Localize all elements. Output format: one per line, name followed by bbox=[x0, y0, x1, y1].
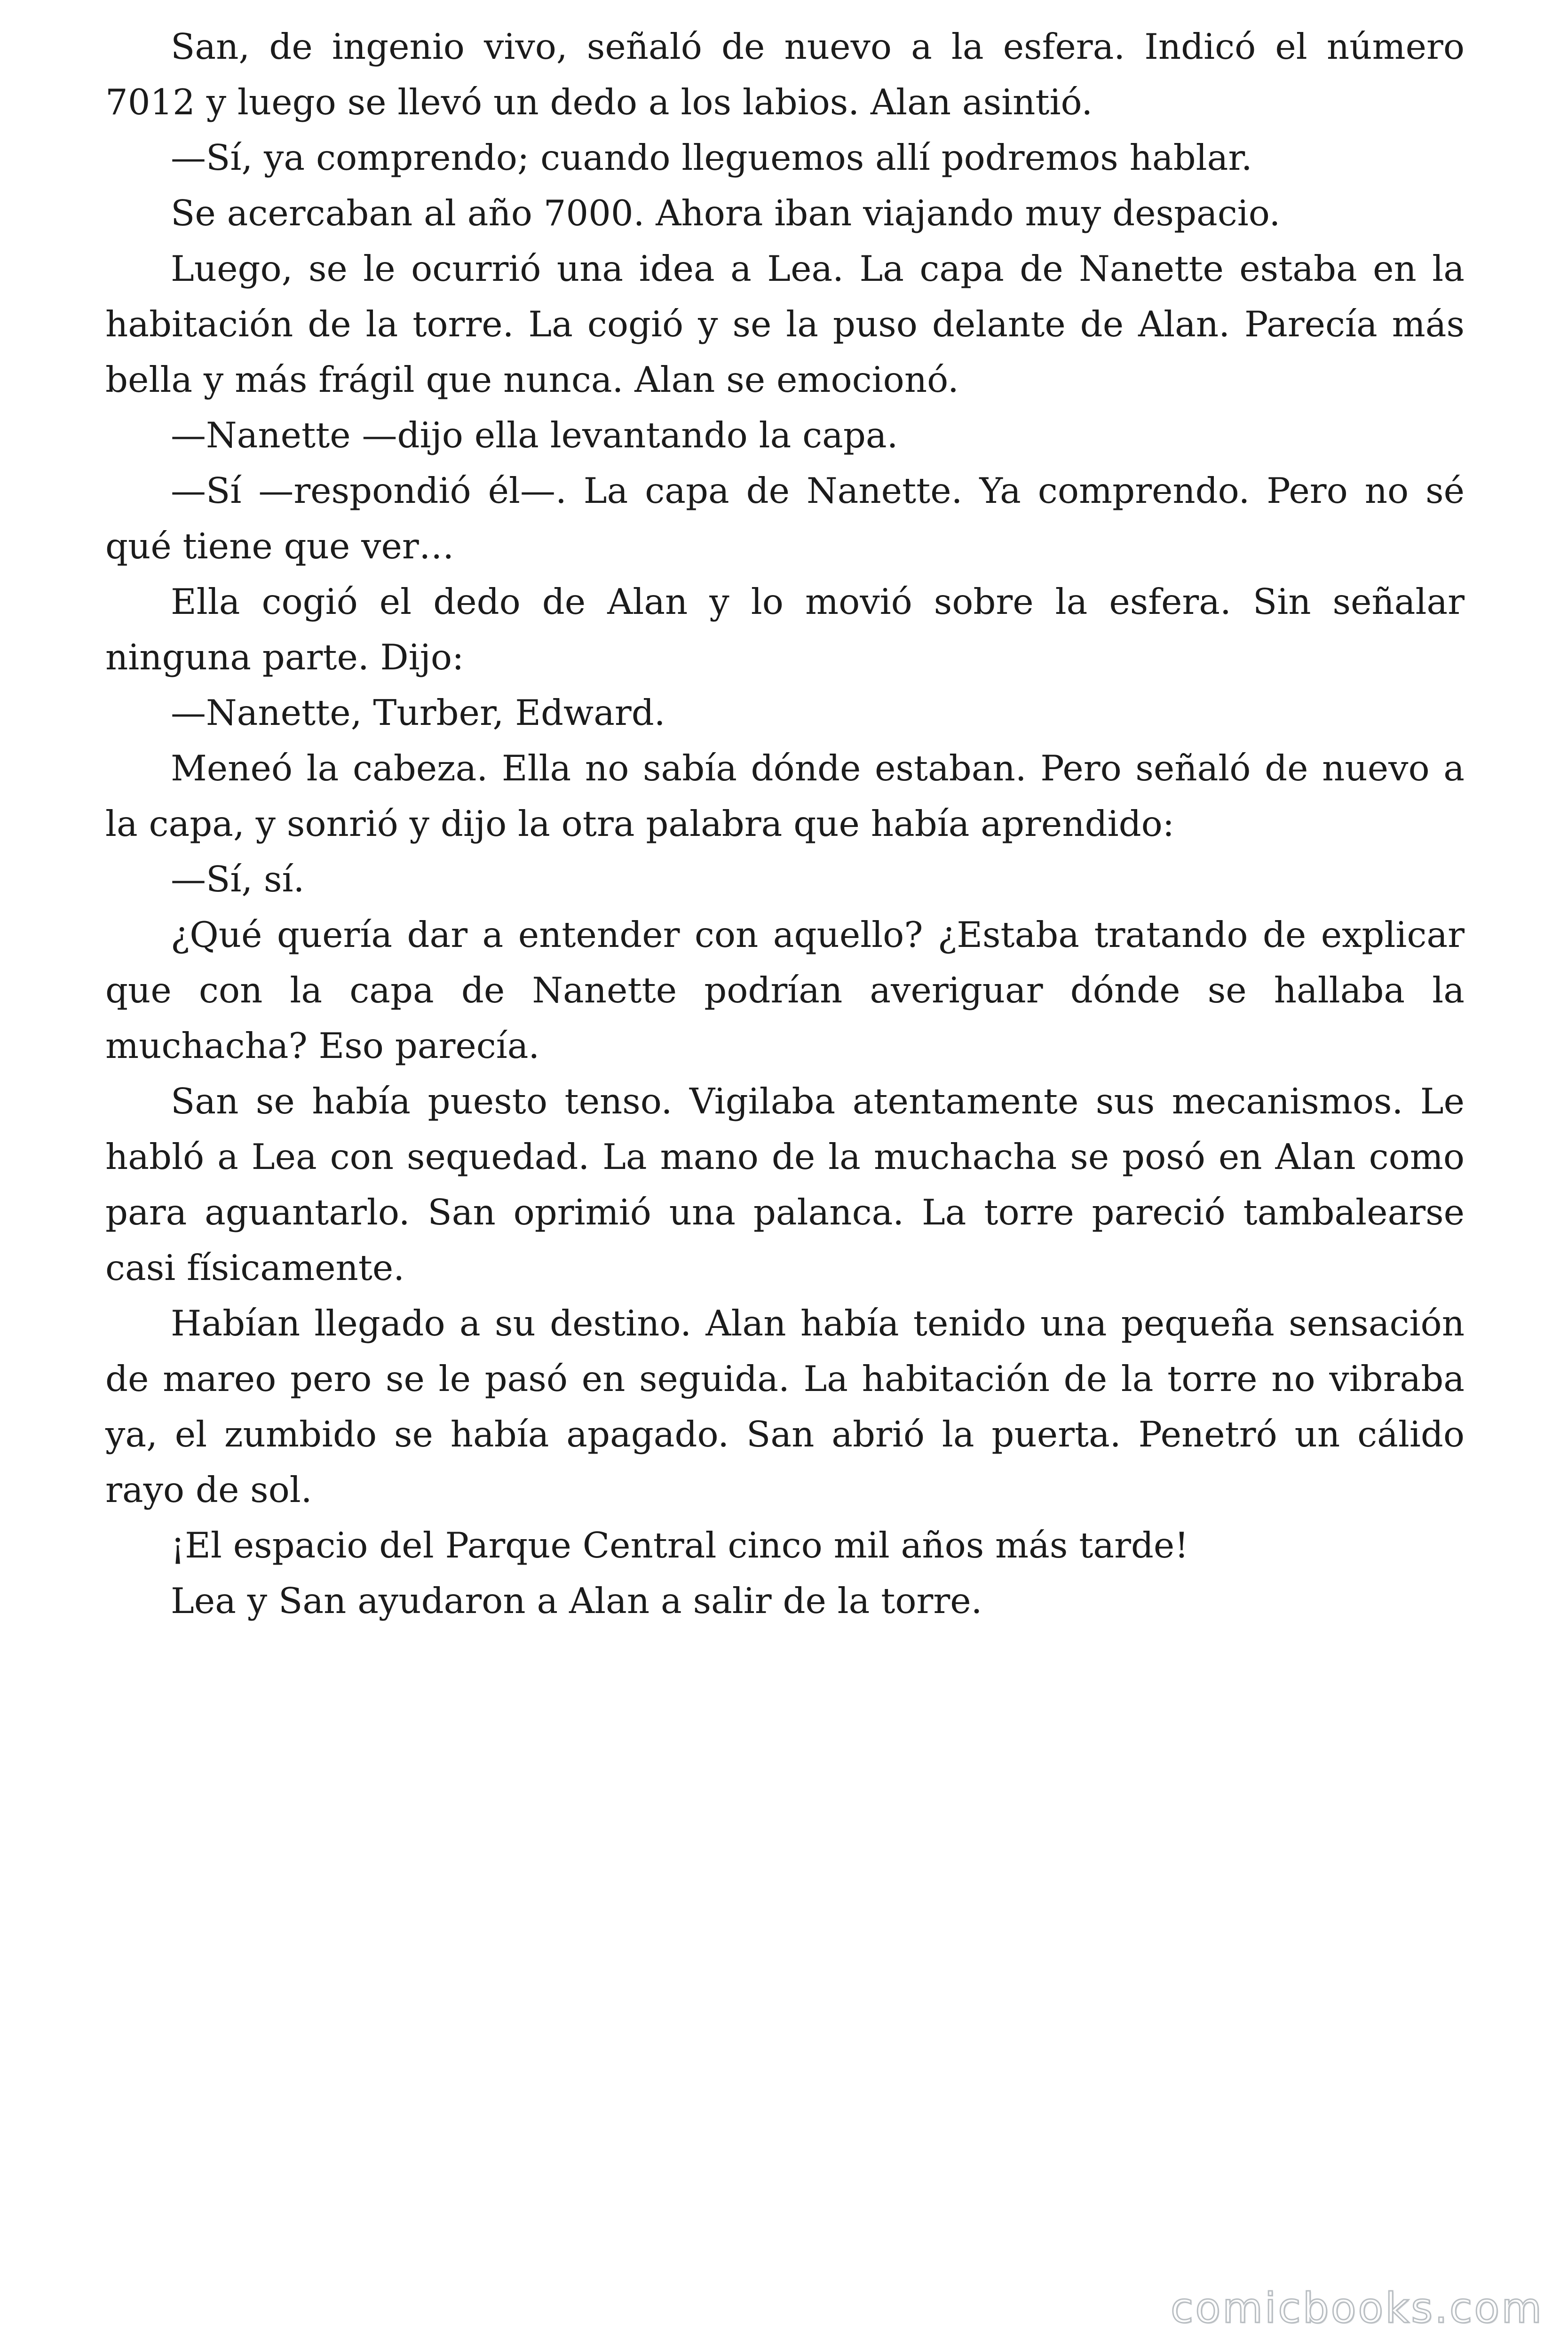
paragraph: Se acercaban al año 7000. Ahora iban viajando muy despacio. bbox=[171, 192, 1281, 234]
page-body bbox=[105, 19, 1465, 1629]
paragraph: Lea y San ayudaron a Alan a salir de la torre. bbox=[171, 1580, 982, 1621]
paragraph: ¿Qué quería dar a entender con aquello? ¿Estaba tratando de explicar que con la capa de Nanette podrían averiguar dónde se hallaba la muchacha? Eso parecía. bbox=[105, 914, 1465, 1066]
paragraph: ¡El espacio del Parque Central cinco mil años más tarde! bbox=[171, 1525, 1189, 1566]
paragraph: San, de ingenio vivo, señaló de nuevo a la esfera. Indicó el número 7012 y luego se llevó un dedo a los labios. Alan asintió. bbox=[105, 26, 1465, 123]
paragraph: Habían llegado a su destino. Alan había tenido una pequeña sensación de mareo pero se le pasó en seguida. La habitación de la torre no vibraba ya, el zumbido se había apagado. San abrió la puerta. Penetró un cálido rayo de sol. bbox=[105, 1303, 1465, 1510]
paragraph: Ella cogió el dedo de Alan y lo movió sobre la esfera. Sin señalar ninguna parte. Dijo: bbox=[105, 581, 1465, 678]
paragraph: —Nanette, Turber, Edward. bbox=[171, 692, 665, 733]
paragraph: —Sí —respondió él—. La capa de Nanette. Ya comprendo. Pero no sé qué tiene que ver… bbox=[105, 470, 1465, 567]
paragraph: —Nanette —dijo ella levantando la capa. bbox=[171, 414, 898, 456]
paragraph: Meneó la cabeza. Ella no sabía dónde estaban. Pero señaló de nuevo a la capa, y sonrió y dijo la otra palabra que había aprendido: bbox=[105, 747, 1465, 844]
watermark: comicbooks.com bbox=[1170, 2284, 1544, 2332]
paragraph: —Sí, sí. bbox=[171, 858, 305, 900]
paragraph: Luego, se le ocurrió una idea a Lea. La capa de Nanette estaba en la habitación de la torre. La cogió y se la puso delante de Alan. Parecía más bella y más frágil que nunca. Alan se emocionó. bbox=[105, 248, 1465, 400]
paragraph: San se había puesto tenso. Vigilaba atentamente sus mecanismos. Le habló a Lea con sequedad. La mano de la muchacha se posó en Alan como para aguantarlo. San oprimió una palanca. La torre pareció tambalearse casi físicamente. bbox=[105, 1081, 1465, 1288]
paragraph: —Sí, ya comprendo; cuando lleguemos allí podremos hablar. bbox=[171, 137, 1252, 178]
